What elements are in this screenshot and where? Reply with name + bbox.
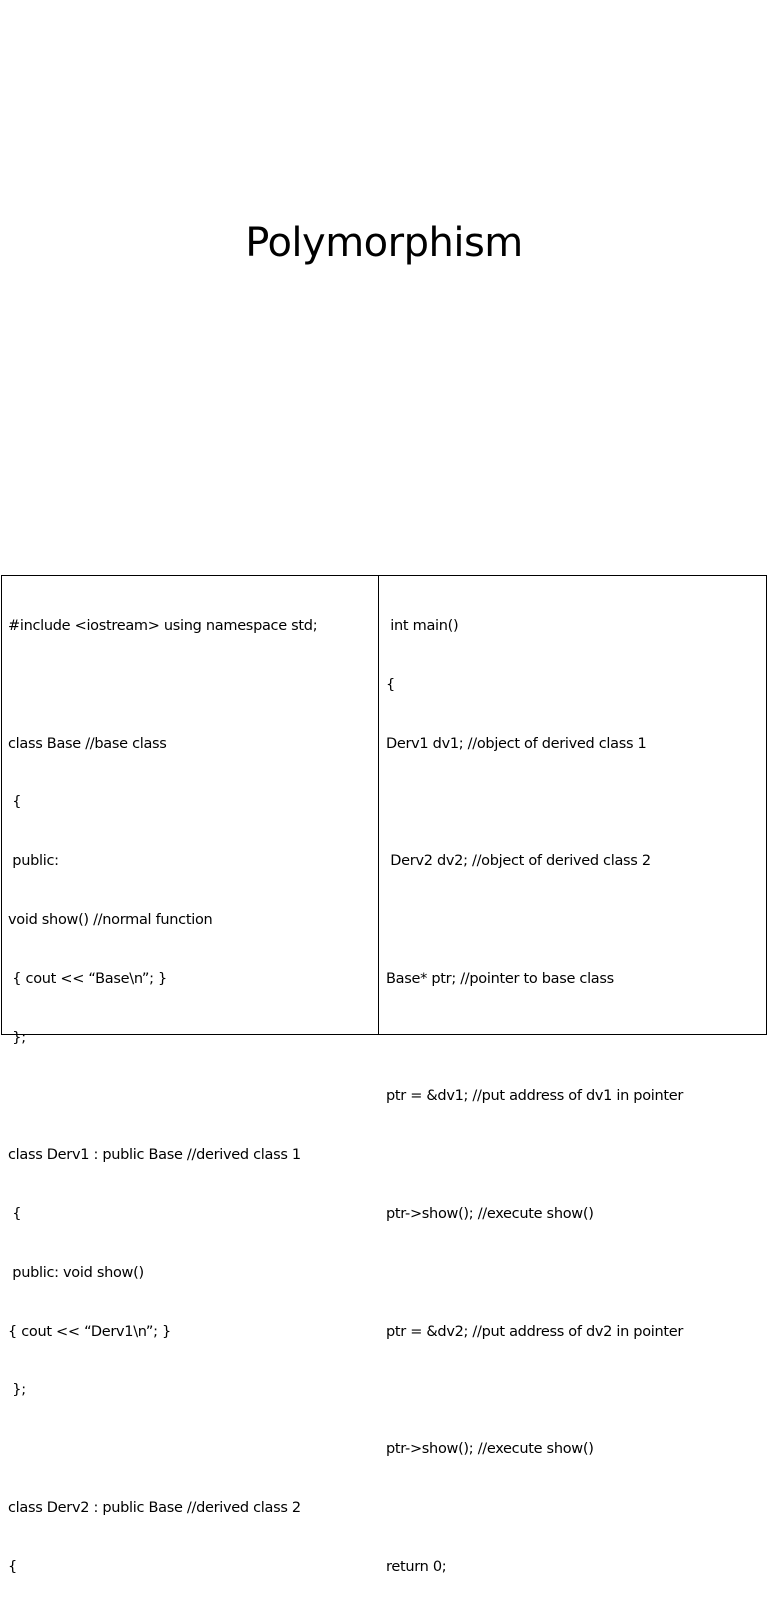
code-line: [386, 1260, 766, 1287]
code-line: [386, 1377, 766, 1404]
slide-title: Polymorphism: [245, 220, 523, 266]
code-line: {: [386, 676, 395, 693]
code-line: int main(): [386, 618, 459, 634]
code-line: public:: [8, 853, 59, 870]
code-line: Derv2 dv2; //object of derived class 2: [386, 853, 651, 870]
code-line: public: void show(): [8, 1264, 144, 1281]
code-line: class Base //base class: [8, 735, 167, 752]
code-line: };: [8, 1382, 26, 1399]
code-table: [1, 575, 767, 1575]
code-line: ptr->show(); //execute show(): [386, 1441, 594, 1458]
code-column-right: [379, 576, 766, 1575]
code-line: ptr->show(); //execute show(): [386, 1205, 594, 1222]
code-line: Base* ptr; //pointer to base class: [386, 970, 614, 987]
code-line: void show() //normal function: [8, 911, 213, 928]
code-line: {: [8, 1205, 22, 1222]
code-line: ptr = &dv2; //put address of dv2 in pointer: [386, 1323, 684, 1340]
code-line: ptr = &dv1; //put address of dv1 in pointer: [386, 1088, 684, 1105]
code-line: [8, 1436, 378, 1463]
code-line: return 0;: [386, 1558, 447, 1575]
code-line: [386, 1142, 766, 1169]
code-line: [386, 1025, 766, 1052]
code-line: { cout << “Derv1\n”; }: [8, 1323, 171, 1340]
code-line: class Derv1 : public Base //derived class 1: [8, 1147, 301, 1164]
code-line: #include <iostream> using namespace std;: [8, 618, 318, 634]
code-line: {: [8, 794, 22, 811]
code-line: { cout << “Base\n”; }: [8, 970, 167, 987]
code-line: Derv1 dv1; //object of derived class 1: [386, 735, 647, 752]
code-line: };: [8, 1029, 26, 1046]
code-line: [8, 672, 378, 699]
code-line: [386, 789, 766, 816]
code-line: [386, 1495, 766, 1522]
code-line: [386, 907, 766, 934]
code-line: class Derv2 : public Base //derived class 2: [8, 1499, 301, 1516]
code-column-left: [2, 576, 379, 1575]
code-line: [8, 1083, 378, 1110]
code-line: {: [8, 1558, 17, 1575]
